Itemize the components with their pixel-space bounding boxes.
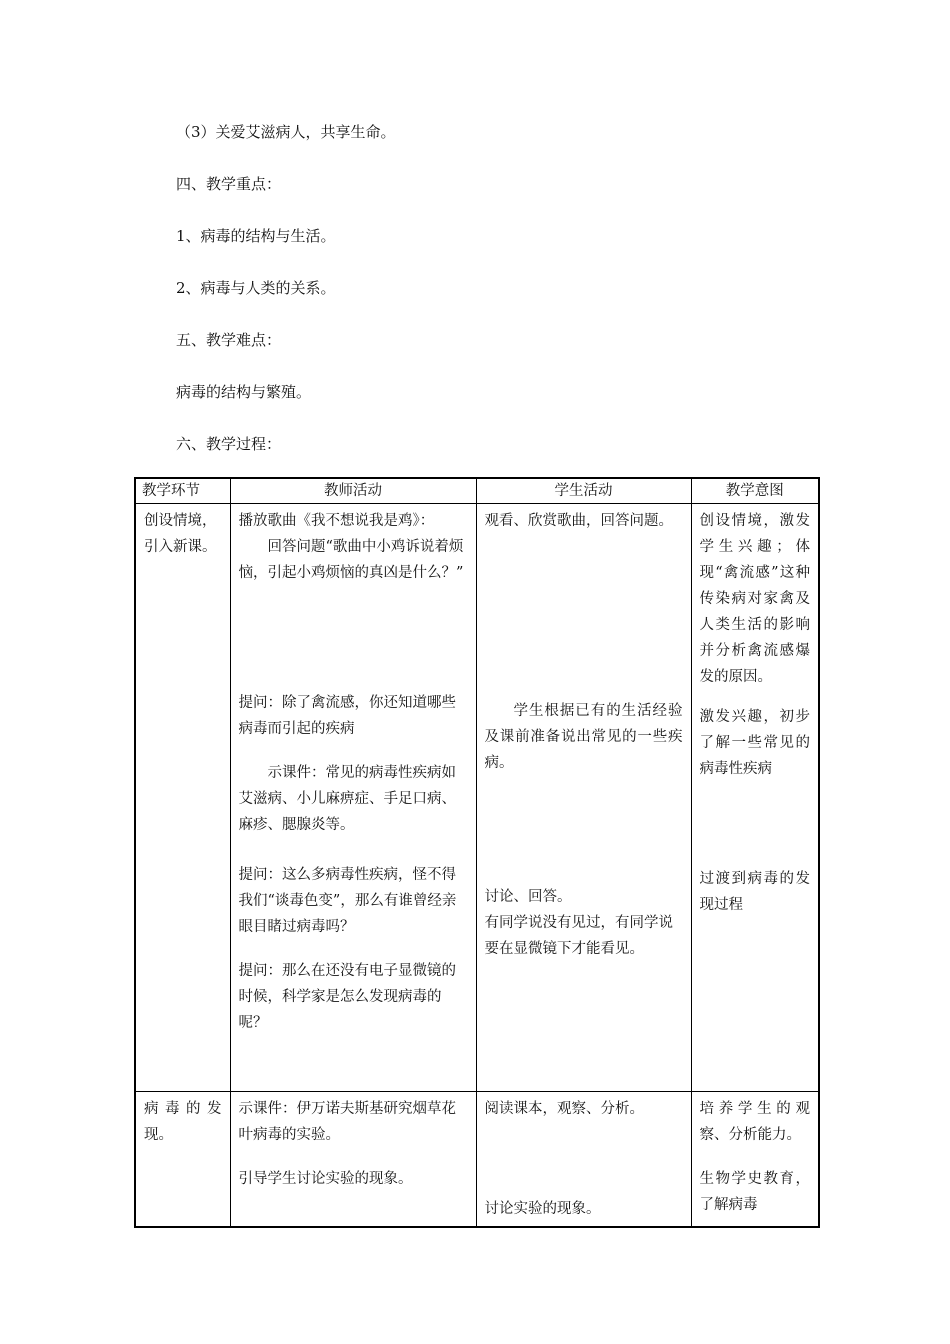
- intent-text: 过渡到病毒的发现过程: [699, 871, 810, 913]
- teaching-intent-cell: [691, 504, 819, 1092]
- teacher-activity-cell: [230, 1092, 476, 1228]
- teacher-activity-cell: [230, 504, 476, 1092]
- header-teaching-intent: 教学意图: [691, 478, 819, 504]
- text-focus-1: 1、病毒的结构与生活。: [176, 227, 336, 245]
- teacher-text: 播放歌曲《我不想说我是鸡》：: [238, 513, 435, 529]
- intent-text: 培养学生的观察、分析能力。: [699, 1101, 810, 1143]
- student-text: 讨论实验的现象。: [484, 1201, 601, 1217]
- header-student-activity: 学生活动: [476, 478, 691, 504]
- teacher-text: 回答问题“歌曲中小鸡诉说着烦恼，引起小鸡烦恼的真凶是什么？”: [238, 539, 464, 581]
- teacher-text: 引导学生讨论实验的现象。: [238, 1171, 413, 1187]
- student-text: 有同学说没有见过，有同学说要在显微镜下才能看见。: [484, 915, 673, 957]
- text-focus-2: 2、病毒与人类的关系。: [176, 279, 336, 297]
- intent-text: 生物学史教育，了解病毒: [699, 1171, 810, 1213]
- teaching-intent-cell: [691, 1092, 819, 1228]
- text-difficulty: 病毒的结构与繁殖。: [176, 383, 312, 401]
- table-header-row: [135, 478, 819, 504]
- student-text: 阅读课本，观察、分析。: [484, 1101, 644, 1117]
- stage-cell: 创设情境，引入新课。: [135, 504, 230, 1092]
- teacher-text: 提问：这么多病毒性疾病，怪不得我们“谈毒色变”，那么有谁曾经亲眼目睹过病毒吗？: [238, 867, 457, 935]
- teacher-text: 示课件：伊万诺夫斯基研究烟草花叶病毒的实验。: [238, 1101, 456, 1143]
- student-text: 观看、欣赏歌曲，回答问题。: [484, 513, 673, 529]
- text-love-aids-patients: （3）关爱艾滋病人，共享生命。: [176, 123, 396, 141]
- student-text: 学生根据已有的生活经验及课前准备说出常见的一些疾病。: [484, 703, 683, 771]
- stage-cell: 病毒的发现。: [135, 1092, 230, 1228]
- teacher-text: 示课件：常见的病毒性疾病如艾滋病、小儿麻痹症、手足口病、麻疹、腮腺炎等。: [238, 765, 456, 833]
- header-stage: 教学环节: [135, 478, 230, 504]
- lesson-process-table: [134, 477, 820, 1228]
- heading-teaching-process: 六、教学过程：: [176, 435, 282, 453]
- heading-teaching-focus: 四、教学重点：: [176, 175, 282, 193]
- student-activity-cell: [476, 1092, 691, 1228]
- intent-text: 激发兴趣，初步了解一些常见的病毒性疾病: [699, 709, 810, 777]
- table-row: [135, 504, 819, 1092]
- teacher-text: 提问：那么在还没有电子显微镜的时候，科学家是怎么发现病毒的呢？: [238, 963, 456, 1031]
- intent-text: 创设情境，激发学生兴趣；体现“禽流感”这种传染病对家禽及人类生活的影响并分析禽流感爆发的原因。: [699, 513, 810, 685]
- header-teacher-activity: 教师活动: [230, 478, 476, 504]
- teacher-text: 提问：除了禽流感，你还知道哪些病毒而引起的疾病: [238, 695, 456, 737]
- table-row: [135, 1092, 819, 1228]
- heading-teaching-difficulty: 五、教学难点：: [176, 331, 282, 349]
- student-text: 讨论、回答。: [484, 889, 572, 905]
- student-activity-cell: [476, 504, 691, 1092]
